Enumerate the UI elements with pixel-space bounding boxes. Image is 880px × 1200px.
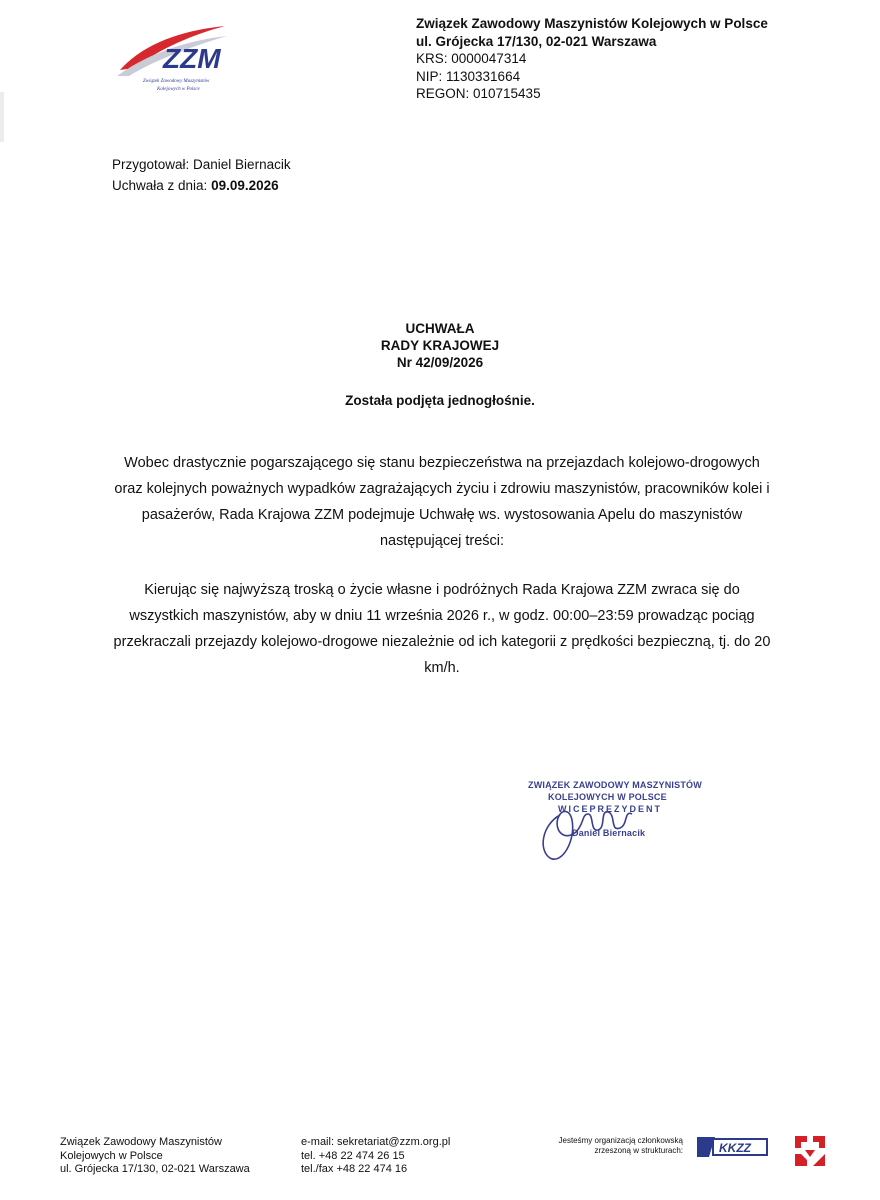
title-line-2: RADY KRAJOWEJ [380, 338, 500, 353]
title-line-1: UCHWAŁA [405, 321, 475, 336]
prepared-block [112, 154, 291, 196]
organization-header [416, 15, 768, 103]
membership-line-2: zrzeszoną w strukturach: [594, 1146, 683, 1155]
body-paragraph-1: Wobec drastycznie pogarszającego się stanu bezpieczeństwa na przejazdach kolejowo-drogowych oraz kolejnych poważnych wypadków zagrażających życiu i zdrowiu maszynistów, pracowników kolei i pasażerów, Rada Krajowa ZZM podejmuje Uchwałę ws. wystosowania Apelu do maszynistów następującej treści: [114, 455, 770, 549]
date-label: Uchwała z dnia: [112, 178, 212, 193]
footer-phone: tel. +48 22 474 26 15 [301, 1149, 405, 1162]
railway-union-mark-icon [792, 1133, 828, 1169]
page-edge-shadow [0, 92, 4, 142]
adopted-statement: Została podjęta jednogłośnie. [345, 393, 535, 408]
footer-org-line-1: Związek Zawodowy Maszynistów [60, 1136, 222, 1148]
title-line-3: Nr 42/09/2026 [396, 355, 484, 370]
org-address: ul. Grójecka 17/130, 02-021 Warszawa [416, 33, 657, 49]
org-krs: KRS: 0000047314 [416, 51, 527, 66]
membership-line-1: Jesteśmy organizacją członkowską [558, 1136, 683, 1145]
footer-membership [545, 1136, 683, 1156]
footer-address [60, 1136, 250, 1177]
body-paragraph-2: Kierując się najwyższą troską o życie własne i podróżnych Rada Krajowa ZZM zwraca się do wszystkich maszynistów, aby w dniu 11 września 2026 r., w godz. 00:00–23:59 prowadząc pociąg przekraczali przejazdy kolejowo-drogowe niezależnie od ich kategorii z prędkości bezpieczną, tj. do 20 km/h. [113, 582, 771, 676]
stamp-line-1: ZWIĄZEK ZAWODOWY MASZYNISTÓW [528, 780, 702, 790]
footer-contact [301, 1136, 450, 1177]
zzm-logo [115, 22, 235, 102]
org-name: Związek Zawodowy Maszynistów Kolejowych w Polsce [416, 16, 768, 31]
stamp-line-2: KOLEJOWYCH W POLSCE [548, 792, 667, 802]
stamp-line-4: Daniel Biernacik [572, 828, 646, 838]
footer-fax: tel./fax +48 22 474 16 [301, 1163, 408, 1175]
kkzz-text: KKZZ [719, 1141, 751, 1155]
org-nip: NIP: 1130331664 [416, 68, 521, 84]
logo-caption-1: Związek Zawodowy Maszynistów [143, 79, 210, 84]
official-stamp [520, 770, 720, 865]
footer-email: e-mail: sekretariat@zzm.org.pl [301, 1136, 451, 1148]
stamp-line-3: WICEPREZYDENT [558, 804, 663, 814]
resolution-title [0, 320, 880, 371]
logo-caption-2: Kolejowych w Polsce [157, 87, 200, 92]
footer-org-line-3: ul. Grójecka 17/130, 02-021 Warszawa [60, 1163, 250, 1175]
org-regon: REGON: 010715435 [416, 86, 541, 101]
footer-org-line-2: Kolejowych w Polsce [60, 1149, 163, 1162]
prepared-by: Przygotował: Daniel Biernacik [112, 157, 291, 172]
kkzz-logo [695, 1133, 770, 1161]
resolution-date [112, 175, 291, 196]
logo-text: ZZM [163, 43, 221, 74]
date-value: 09.09.2026 [211, 178, 279, 193]
